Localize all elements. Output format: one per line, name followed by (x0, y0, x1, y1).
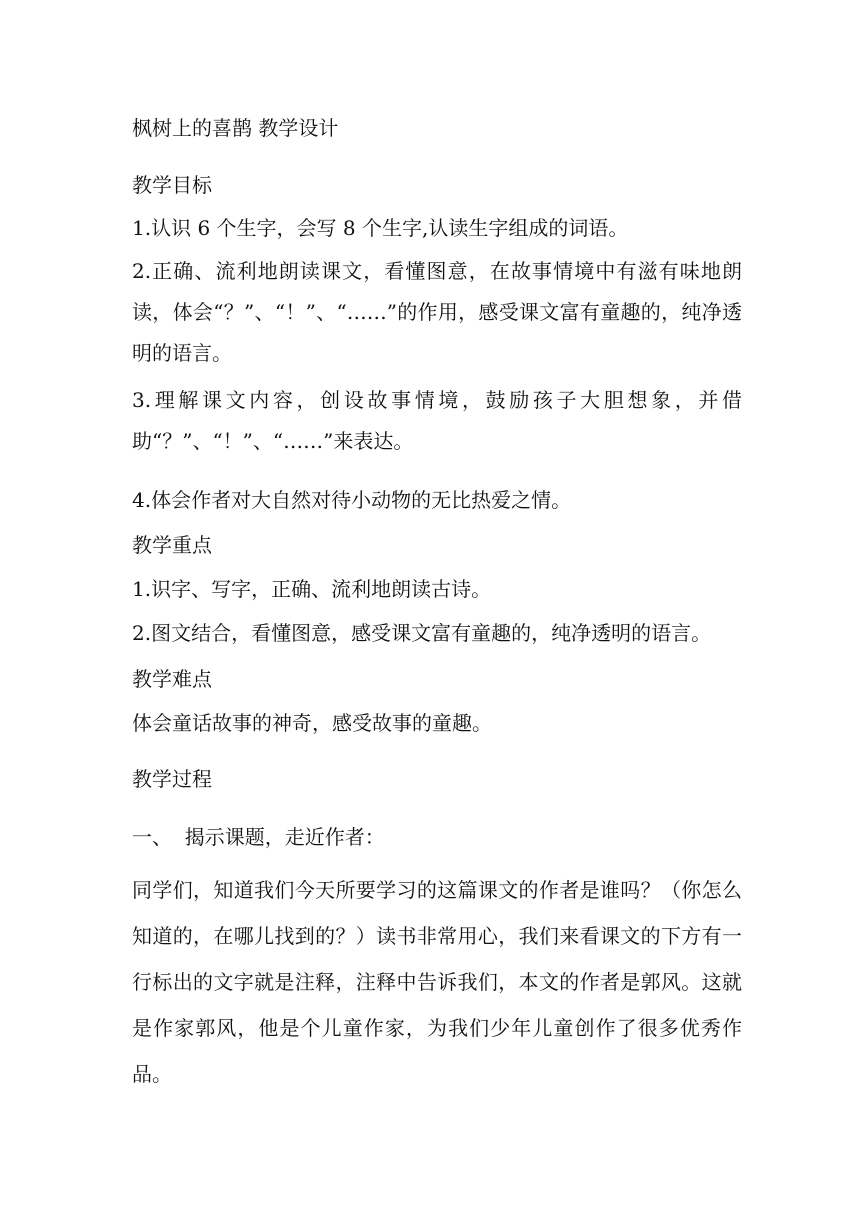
document-title: 枫树上的喜鹊 教学设计 (132, 116, 339, 140)
goals-heading: 教学目标 (132, 173, 212, 197)
key-points-heading: 教学重点 (132, 533, 212, 557)
difficulty-heading: 教学难点 (132, 667, 212, 691)
step-1-heading: 一、 揭示课题，走近作者： (132, 825, 385, 849)
goal-item-4: 4.体会作者对大自然对待小动物的无比热爱之情。 (132, 488, 572, 512)
goal-item-3: 3.理解课文内容，创设故事情境，鼓励孩子大胆想象，并借助“？”、“！”、“……”来表达。 (132, 388, 742, 453)
difficulty-text: 体会童话故事的神奇，感受故事的童趣。 (132, 711, 492, 735)
key-point-2: 2.图文结合，看懂图意，感受课文富有童趣的，纯净透明的语言。 (132, 621, 712, 645)
goal-item-1: 1.认识 6 个生字，会写 8 个生字,认读生字组成的词语。 (132, 216, 629, 240)
goal-item-2: 2.正确、流利地朗读课文，看懂图意，在故事情境中有滋有味地朗读，体会“？”、“！”、“……”的作用，感受课文富有童趣的，纯净透明的语言。 (132, 259, 742, 365)
step-1-paragraph: 同学们，知道我们今天所要学习的这篇课文的作者是谁吗？（你怎么知道的，在哪儿找到的？）读书非常用心，我们来看课文的下方有一行标出的文字就是注释，注释中告诉我们，本文的作者是郭风。这就是作家郭风，他是个儿童作家，为我们少年儿童创作了很多优秀作品。 (132, 878, 742, 1086)
key-point-1: 1.识字、写字，正确、流利地朗读古诗。 (132, 577, 492, 601)
process-heading: 教学过程 (132, 767, 212, 791)
